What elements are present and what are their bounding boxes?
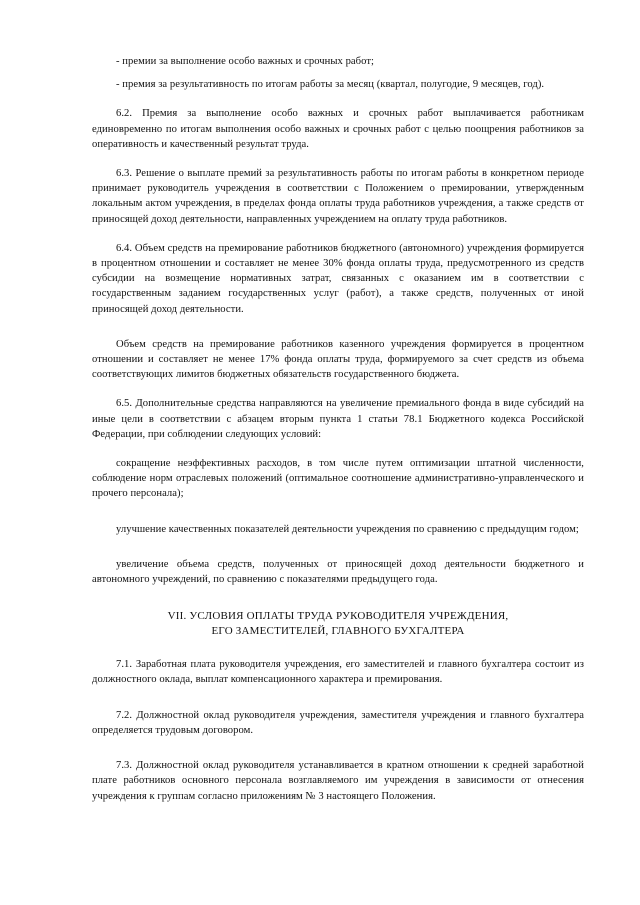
paragraph-6-4: 6.4. Объем средств на премирование работников бюджетного (автономного) учреждения формируется в процентном отношении и составляет не менее 30% фонда оплаты труда, предусмотренного из средств субсидии на возмещение нормативных затрат, связанных с оказанием им в соответствии с государственным заданием государственных услуг (работ), а также средств, полученных от иной приносящей доход деятельности. — [92, 242, 584, 315]
paragraph-6-3: 6.3. Решение о выплате премий за результативность работы по итогам работы в конкретном периоде принимает руководитель учреждения в соответствии с Положением о премировании, утвержденным локальным актом учреждения, в пределах фонда оплаты труда работников учреждения, а также средств от приносящей доход деятельности, направленных учреждением на оплату труда работников. — [92, 168, 584, 225]
heading-line-1: VII. УСЛОВИЯ ОПЛАТЫ ТРУДА РУКОВОДИТЕЛЯ УЧРЕЖДЕНИЯ, — [167, 610, 509, 623]
section-heading-vii — [92, 609, 584, 639]
paragraph-condition-3: увеличение объема средств, полученных от приносящей доход деятельности бюджетного и автономного учреждений, по сравнению с показателями предыдущего года. — [92, 558, 584, 586]
paragraph-premium-urgent: - премии за выполнение особо важных и срочных работ; — [116, 56, 374, 67]
paragraph-6-2: 6.2. Премия за выполнение особо важных и срочных работ выплачивается работникам единовременно по итогам выполнения особо важных и срочных работ с целью поощрения работников за оперативность и качественный результат труда. — [92, 108, 584, 150]
paragraph-premium-results: - премия за результативность по итогам работы за месяц (квартал, полугодие, 9 месяцев, год). — [116, 79, 545, 91]
paragraph-6-4-kazennoe: Объем средств на премирование работников казенного учреждения формируется в процентном отношении и составляет не менее 17% фонда оплаты труда, формируемого за счет средств из объема соответствующих лимитов бюджетных обязательств государственного бюджета. — [92, 338, 584, 381]
heading-line-2: ЕГО ЗАМЕСТИТЕЛЕЙ, ГЛАВНОГО БУХГАЛТЕРА — [211, 625, 465, 638]
paragraph-condition-2: улучшение качественных показателей деятельности учреждения по сравнению с предыдущим годом; — [116, 523, 579, 535]
paragraph-6-5: 6.5. Дополнительные средства направляются на увеличение премиального фонда в виде субсидий на иные цели в соответствии с абзацем вторым пункта 1 статьи 78.1 Бюджетного кодекса Российской Федерации, при соблюдении следующих условий: — [92, 398, 584, 440]
paragraph-7-2: 7.2. Должностной оклад руководителя учреждения, заместителя учреждения и главного бухгалтера определяется трудовым договором. — [92, 709, 584, 736]
paragraph-condition-1: сокращение неэффективных расходов, в том числе путем оптимизации штатной численности, соблюдение норм отраслевых положений (оптимальное соотношение административно-управленческого и прочего персонала); — [92, 458, 584, 500]
paragraph-7-1: 7.1. Заработная плата руководителя учреждения, его заместителей и главного бухгалтера состоит из должностного оклада, выплат компенсационного характера и премирования. — [92, 659, 584, 686]
paragraph-7-3: 7.3. Должностной оклад руководителя устанавливается в кратном отношении к средней заработной плате работников основного персонала возглавляемого им учреждения в зависимости от отнесения учреждения к группам согласно приложениям № 3 настоящего Положения. — [92, 760, 584, 802]
